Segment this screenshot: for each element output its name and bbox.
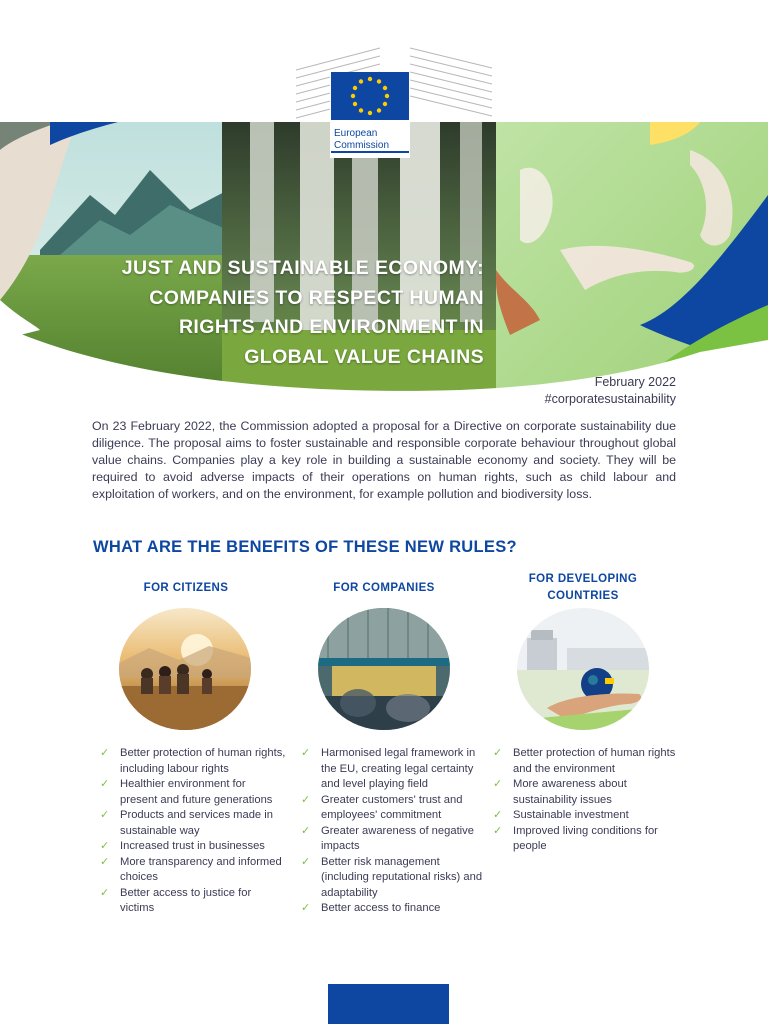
list-item: ✓ Greater awareness of negative impacts [301, 824, 474, 852]
checkmark-icon: ✓ [493, 778, 503, 790]
list-item: ✓ Better access to finance [297, 901, 483, 917]
hashtag-link[interactable]: #corporatesustainability [544, 392, 676, 406]
svg-text:Commission: Commission [334, 140, 390, 151]
list-item: ✓ Better protection of human rights and the environment [493, 747, 676, 775]
checkmark-icon: ✓ [100, 809, 110, 821]
checkmark-icon: ✓ [100, 840, 110, 852]
citizens-benefits-list [96, 746, 286, 917]
list-item: ✓ Increased trust in businesses [96, 839, 286, 855]
checkmark-icon: ✓ [301, 793, 311, 806]
list-item: ✓ Better protection of human rights, including labour rights [100, 747, 286, 775]
checkmark-icon: ✓ [493, 747, 503, 759]
companies-benefits-list [297, 746, 483, 917]
list-item: ✓ More transparency and informed choices [100, 855, 282, 883]
publication-meta [545, 374, 676, 408]
hero-title-line: JUST AND SUSTAINABLE ECONOMY: [121, 257, 484, 279]
checkmark-icon: ✓ [100, 778, 110, 790]
hero-title-line: GLOBAL VALUE CHAINS [244, 345, 484, 368]
list-item: ✓ Greater customers' trust and employees' commitment [301, 793, 463, 821]
list-item: ✓ Sustainable investment [489, 808, 679, 824]
checkmark-icon: ✓ [301, 902, 311, 914]
developing-countries-benefits-list [489, 746, 679, 855]
svg-text:European: European [334, 128, 378, 139]
citizens-photo [119, 608, 251, 730]
checkmark-icon: ✓ [301, 747, 311, 759]
hero-title-line: RIGHTS AND ENVIRONMENT IN [178, 316, 484, 338]
column-heading-developing-countries: FOR DEVELOPING COUNTRIES [528, 573, 638, 602]
intro-paragraph: On 23 February 2022, the Commission adopted a proposal for a Directive on corporate sustainability due diligence. The proposal aims to foster sustainable and responsible corporate behaviour throughout global value chains. Companies play a key role in building a sustainable economy and society. They will be required to avoid adverse impacts of their operations on human rights, such as child labour and exploitation of workers, and on the environment, for example pollution and biodiversity loss. [92, 419, 676, 501]
column-heading-companies: FOR COMPANIES [333, 582, 435, 594]
list-item: ✓ Improved living conditions for people [493, 824, 658, 852]
list-item: ✓ Better access to justice for victims [100, 886, 252, 914]
footer-blue-bar [328, 984, 449, 1024]
checkmark-icon: ✓ [100, 886, 110, 899]
column-heading-citizens: FOR CITIZENS [143, 582, 229, 594]
checkmark-icon: ✓ [100, 747, 110, 759]
checkmark-icon: ✓ [301, 824, 311, 837]
list-item: ✓ Healthier environment for present and future generations [100, 778, 273, 806]
checkmark-icon: ✓ [301, 855, 311, 868]
hero-title [44, 254, 484, 372]
checkmark-icon: ✓ [493, 824, 503, 837]
list-item: ✓ Harmonised legal framework in the EU, creating legal certainty and level playing field [301, 747, 476, 790]
checkmark-icon: ✓ [493, 809, 503, 821]
checkmark-icon: ✓ [100, 855, 110, 868]
companies-photo [318, 608, 450, 730]
hero-title-line: COMPANIES TO RESPECT HUMAN [149, 286, 484, 309]
list-item: ✓ Better risk management (including reputational risks) and adaptability [301, 855, 483, 899]
list-item: ✓ More awareness about sustainability issues [493, 778, 627, 806]
list-item: ✓ Products and services made in sustainable way [100, 809, 273, 837]
section-title: WHAT ARE THE BENEFITS OF THESE NEW RULES? [93, 538, 517, 556]
publication-date: February 2022 [594, 375, 676, 389]
developing-countries-photo [517, 608, 649, 730]
